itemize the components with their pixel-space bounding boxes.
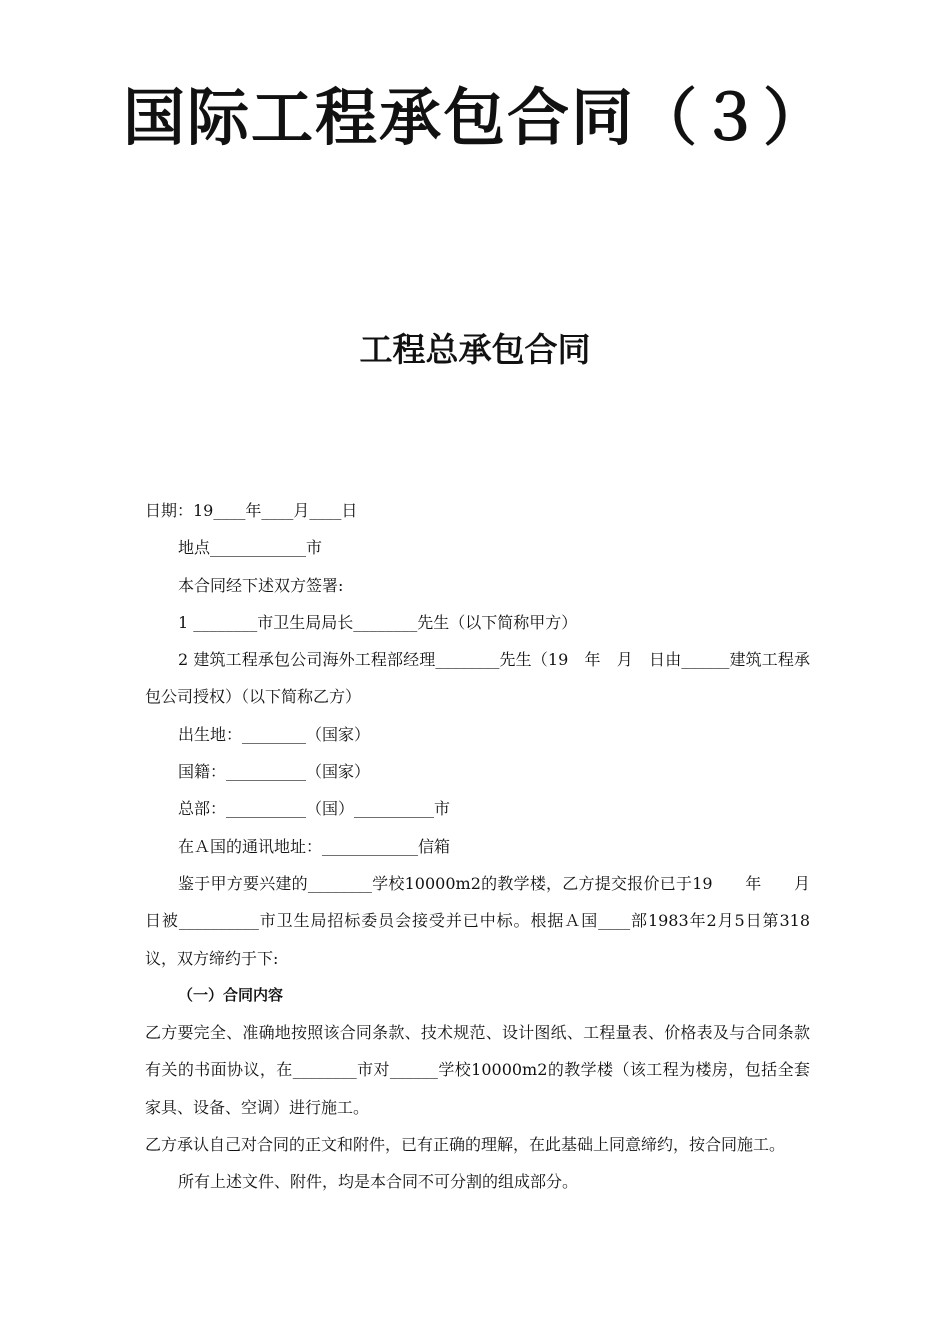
main-title: 国际工程承包合同（３） [122,81,827,154]
headquarters-line: 总部：__________（国）__________市 [178,799,451,819]
birthplace-line: 出生地：________（国家） [178,724,371,744]
nationality-line: 国籍：__________（国家） [178,762,371,782]
whereas-paragraph: 鉴于甲方要兴建的________学校10000m2的教学楼，乙方提交报价已于19 年 月 日被__________市卫生局招标委员会接受并已中标。根据Ａ国____部1983年2月5日第318议，双方缔约于下: [145,873,843,968]
party-b: 2 建筑工程承包公司海外工程部经理________先生（19 年 月 日由______建筑工程承包公司授权）（以下简称乙方） [145,650,810,707]
contract-content-paragraph: 乙方要完全、准确地按照该合同条款、技术规范、设计图纸、工程量表、价格表及与合同条款有关的书面协议，在________市对______学校10000m2的教学楼（该工程为楼房，包括全套家具、设备、空调）进行施工。 [145,1023,810,1117]
address-line: 在Ａ国的通讯地址：____________信箱 [178,836,451,856]
integral-parts-paragraph: 所有上述文件、附件，均是本合同不可分割的组成部分。 [178,1172,579,1192]
sub-title: 工程总承包合同 [359,330,591,369]
contract-body [145,492,843,1201]
section-heading-contract-content: （一）合同内容 [178,985,284,1004]
place-line: 地点____________市 [178,538,323,558]
acknowledgement-paragraph: 乙方承认自己对合同的正文和附件，已有正确的理解，在此基础上同意缔约，按合同施工。 [145,1135,786,1155]
party-a: 1 ________市卫生局局长________先生（以下简称甲方） [178,612,578,632]
date-line: 日期：19____年____月____日 [145,501,358,520]
signing-intro: 本合同经下述双方签署: [178,575,344,595]
